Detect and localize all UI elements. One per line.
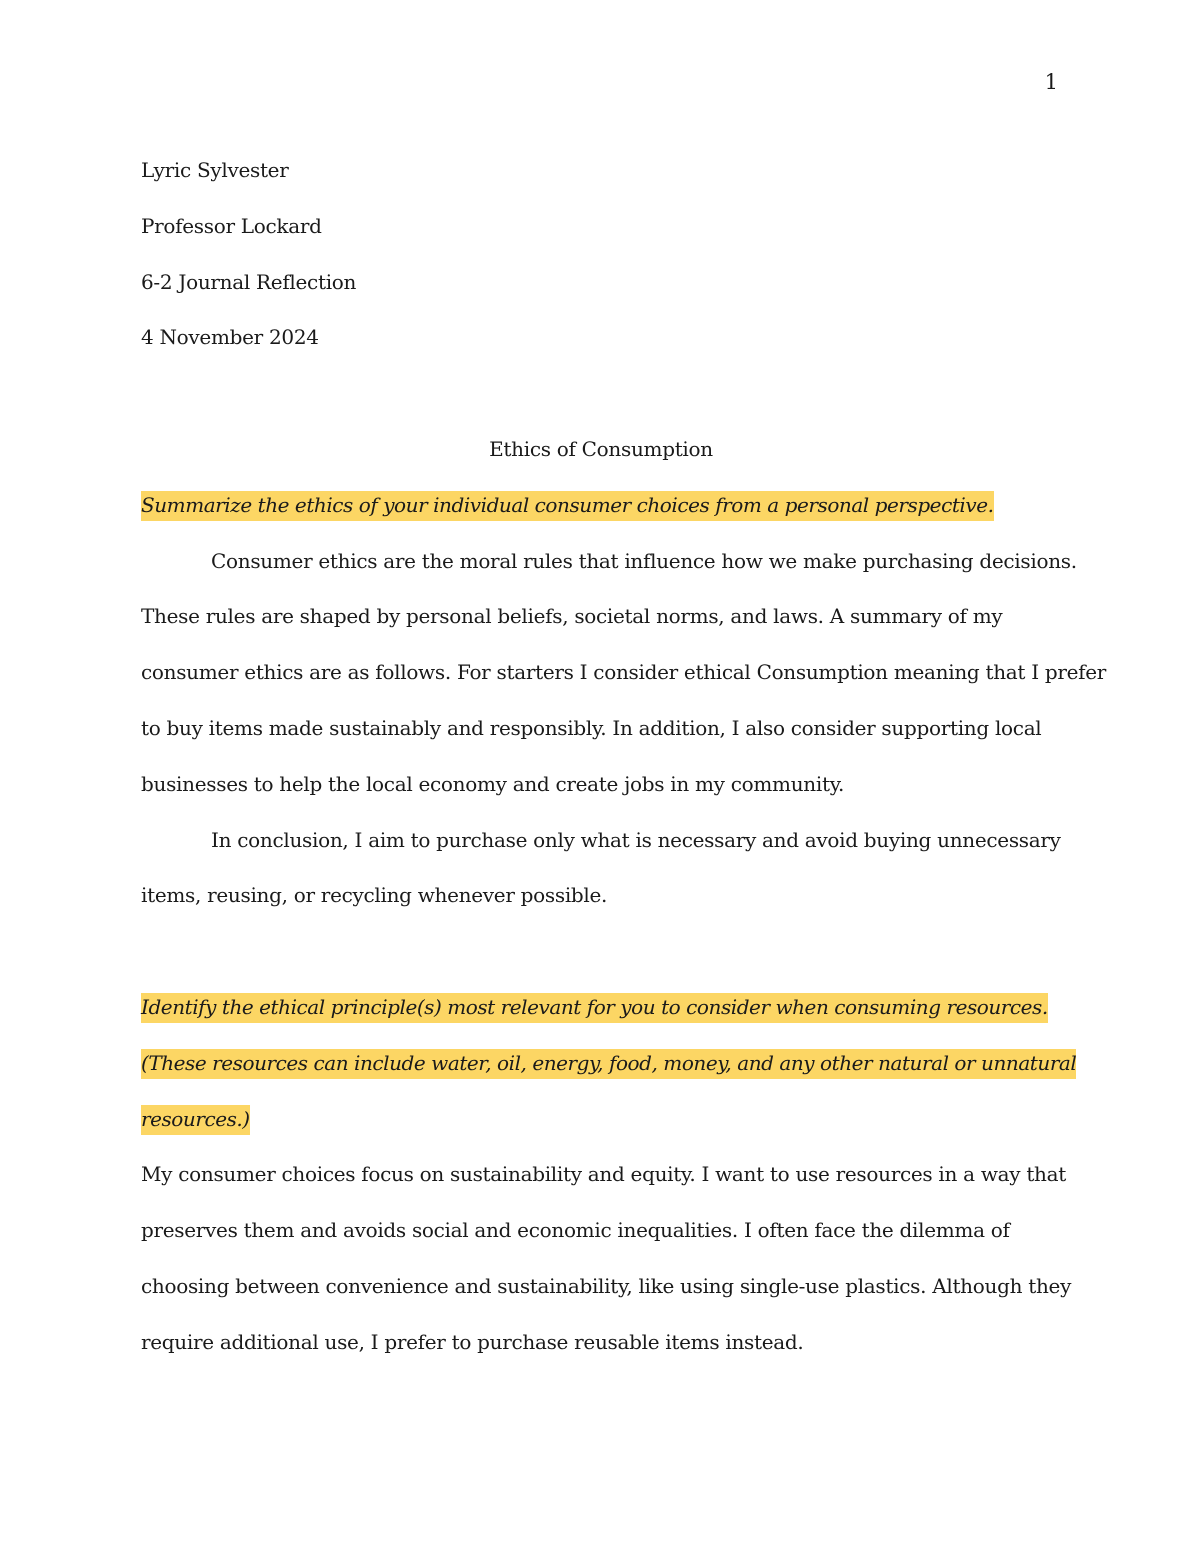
section2-prompt-line <box>141 980 1061 1036</box>
highlighted-prompt: (These resources can include water, oil, energy, food, money, and any other natural or unnatural <box>141 1049 1076 1079</box>
paragraph-line: to buy items made sustainably and responsibly. In addition, I also consider supporting local <box>141 715 1042 740</box>
paragraph-line: My consumer choices focus on sustainability and equity. I want to use resources in a way that <box>141 1162 1067 1187</box>
paragraph-line: require additional use, I prefer to purchase reusable items instead. <box>141 1329 804 1354</box>
highlighted-prompt: resources.) <box>141 1105 250 1135</box>
spacer <box>141 924 1061 980</box>
paragraph-line: preserves them and avoids social and economic inequalities. I often face the dilemma of <box>141 1218 1010 1243</box>
section1-prompt-line <box>141 478 1061 534</box>
paragraph-line: choosing between convenience and sustainability, like using single-use plastics. Although they <box>141 1273 1072 1298</box>
instructor-name: Professor Lockard <box>141 213 322 238</box>
highlighted-prompt: Summarize the ethics of your individual consumer choices from a personal perspective. <box>141 491 994 521</box>
paragraph-line: businesses to help the local economy and create jobs in my community. <box>141 771 845 796</box>
assignment-name: 6-2 Journal Reflection <box>141 269 357 294</box>
spacer <box>141 366 1061 422</box>
section2-prompt-line <box>141 1036 1077 1092</box>
paragraph-line: consumer ethics are as follows. For starters I consider ethical Consumption meaning that I prefer <box>141 660 1107 685</box>
page-number: 1 <box>1044 70 1058 94</box>
author-name: Lyric Sylvester <box>141 158 289 182</box>
section2-prompt-line <box>141 1092 1061 1148</box>
paragraph-line: In conclusion, I aim to purchase only what is necessary and avoid buying unnecessary <box>211 827 1061 852</box>
document-date: 4 November 2024 <box>141 325 319 350</box>
paragraph-line: items, reusing, or recycling whenever possible. <box>141 883 608 908</box>
document-body <box>141 143 1107 1371</box>
paragraph-line: These rules are shaped by personal beliefs, societal norms, and laws. A summary of my <box>141 604 1003 629</box>
paragraph-line: Consumer ethics are the moral rules that influence how we make purchasing decisions. <box>211 548 1077 573</box>
highlighted-prompt: Identify the ethical principle(s) most relevant for you to consider when consuming resources. <box>141 993 1048 1023</box>
document-title: Ethics of Consumption <box>489 436 713 461</box>
